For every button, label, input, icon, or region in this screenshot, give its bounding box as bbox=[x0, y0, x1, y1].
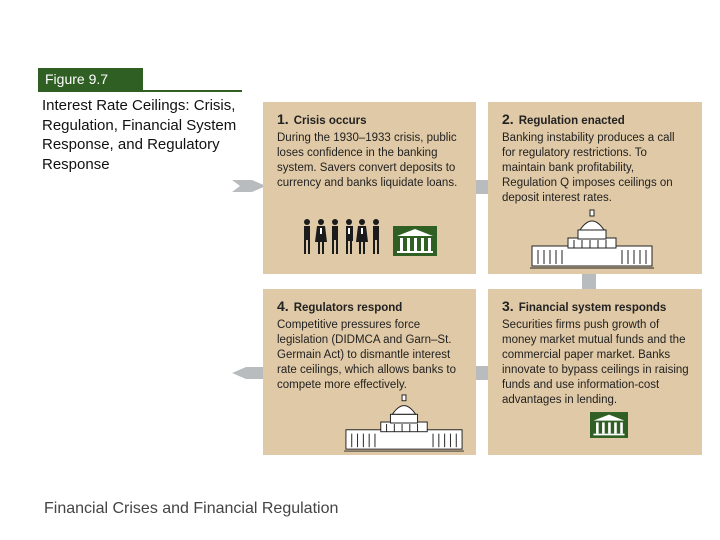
capitol-building-icon-2 bbox=[340, 393, 468, 453]
panel-response-heading bbox=[502, 298, 690, 314]
panel-crisis-heading bbox=[277, 111, 464, 127]
panel-regulation-heading bbox=[502, 111, 690, 127]
connector-2-3 bbox=[582, 273, 596, 290]
panel-regulators-title: Regulators respond bbox=[293, 302, 403, 314]
connector-1-2 bbox=[475, 180, 489, 194]
figure-rule bbox=[38, 90, 242, 92]
panel-regulators-heading bbox=[277, 298, 464, 314]
footer-caption: Financial Crises and Financial Regulation bbox=[44, 500, 339, 517]
capitol-building-icon bbox=[528, 208, 656, 270]
panel-regulators-number: 4. bbox=[277, 298, 289, 314]
bank-icon-2 bbox=[590, 410, 628, 440]
panel-crisis-text: During the 1930–1933 crisis, public loses confidence in the banking system. Savers convert deposits to currency and banks liquidate loans. bbox=[277, 132, 458, 189]
figure-label: Figure 9.7 bbox=[38, 68, 143, 90]
panel-crisis-title: Crisis occurs bbox=[293, 115, 367, 127]
panel-response-number: 3. bbox=[502, 298, 514, 314]
people-queue-icon bbox=[300, 218, 384, 256]
connector-3-4 bbox=[475, 366, 489, 380]
panel-regulation-text: Banking instability produces a call for regulatory restrictions. To maintain bank profitability, Regulation Q imposes ceilings on deposit interest rates. bbox=[502, 132, 675, 204]
exit-arrow-icon bbox=[232, 365, 266, 381]
entry-arrow-icon bbox=[232, 178, 266, 194]
figure-title: Interest Rate Ceilings: Crisis, Regulation, Financial System Response, and Regulatory Response bbox=[42, 97, 237, 173]
panel-regulators-text: Competitive pressures force legislation (DIDMCA and Garn–St. Germain Act) to dismantle interest rate ceilings, which allows banks to compete more effectively. bbox=[277, 319, 456, 391]
bank-icon bbox=[393, 226, 437, 256]
panel-regulation-title: Regulation enacted bbox=[518, 115, 625, 127]
panel-response-title: Financial system responds bbox=[518, 302, 667, 314]
panel-crisis-number: 1. bbox=[277, 111, 289, 127]
panel-regulation-number: 2. bbox=[502, 111, 514, 127]
panel-response-text: Securities firms push growth of money market mutual funds and the commercial paper market. Banks innovate to bypass ceilings in raising funds and use information-cost advantages in lending. bbox=[502, 319, 689, 406]
